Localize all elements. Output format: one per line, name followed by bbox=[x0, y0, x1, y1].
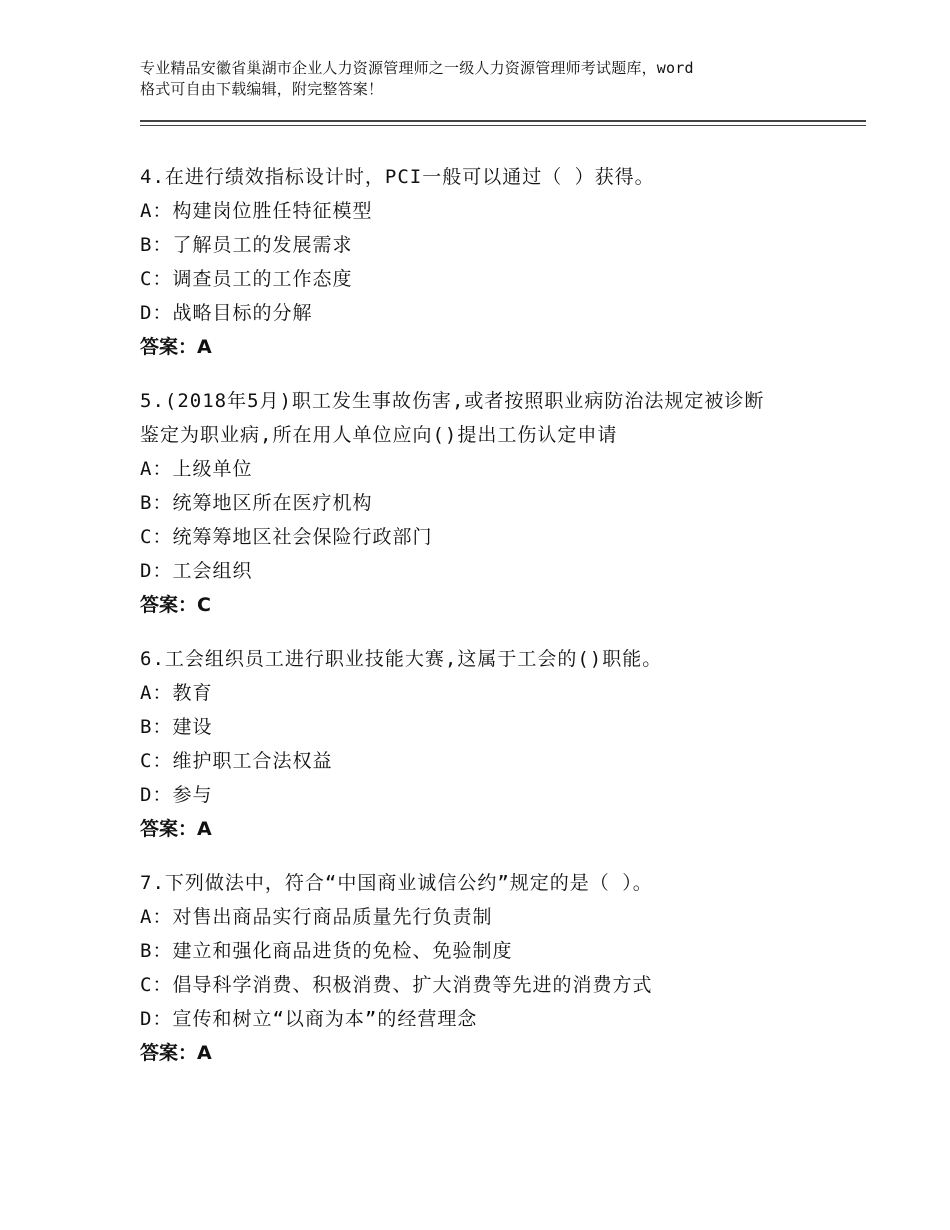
header-divider bbox=[140, 120, 866, 126]
option-d: D：参与 bbox=[140, 784, 213, 806]
answer-label: 答案：C bbox=[140, 594, 211, 616]
question-stem: 4.在进行绩效指标设计时，PCI一般可以通过（ ）获得。 bbox=[140, 166, 655, 188]
question-list bbox=[140, 160, 860, 1090]
header-line-2: 格式可自由下载编辑，附完整答案！ bbox=[140, 80, 384, 98]
question-5 bbox=[140, 384, 860, 622]
option-d: D：战略目标的分解 bbox=[140, 302, 313, 324]
option-a: A：教育 bbox=[140, 682, 213, 704]
answer-label: 答案：A bbox=[140, 336, 212, 358]
option-d: D：宣传和树立“以商为本”的经营理念 bbox=[140, 1008, 478, 1030]
option-b: B：统筹地区所在医疗机构 bbox=[140, 492, 373, 514]
option-a: A：对售出商品实行商品质量先行负责制 bbox=[140, 906, 493, 928]
option-c: C：统筹筹地区社会保险行政部门 bbox=[140, 526, 433, 548]
question-stem-line-1: 5.(2018年5月)职工发生事故伤害,或者按照职业病防治法规定被诊断 bbox=[140, 390, 765, 412]
option-a: A：构建岗位胜任特征模型 bbox=[140, 200, 373, 222]
option-a: A：上级单位 bbox=[140, 458, 253, 480]
option-c: C：维护职工合法权益 bbox=[140, 750, 333, 772]
answer-label: 答案：A bbox=[140, 1042, 212, 1064]
option-b: B：建设 bbox=[140, 716, 213, 738]
option-b: B：建立和强化商品进货的免检、免验制度 bbox=[140, 940, 513, 962]
header-line-1: 专业精品安徽省巢湖市企业人力资源管理师之一级人力资源管理师考试题库，word bbox=[140, 59, 694, 77]
option-b: B：了解员工的发展需求 bbox=[140, 234, 353, 256]
question-stem: 7.下列做法中，符合“中国商业诚信公约”规定的是（ ）。 bbox=[140, 872, 653, 894]
option-d: D：工会组织 bbox=[140, 560, 253, 582]
option-c: C：调查员工的工作态度 bbox=[140, 268, 353, 290]
question-stem: 6.工会组织员工进行职业技能大赛,这属于工会的()职能。 bbox=[140, 648, 663, 670]
document-header bbox=[140, 58, 840, 100]
option-c: C：倡导科学消费、积极消费、扩大消费等先进的消费方式 bbox=[140, 974, 653, 996]
question-4 bbox=[140, 160, 860, 364]
question-7 bbox=[140, 866, 860, 1070]
question-stem-line-2: 鉴定为职业病,所在用人单位应向()提出工伤认定申请 bbox=[140, 424, 618, 446]
answer-label: 答案：A bbox=[140, 818, 212, 840]
question-6 bbox=[140, 642, 860, 846]
